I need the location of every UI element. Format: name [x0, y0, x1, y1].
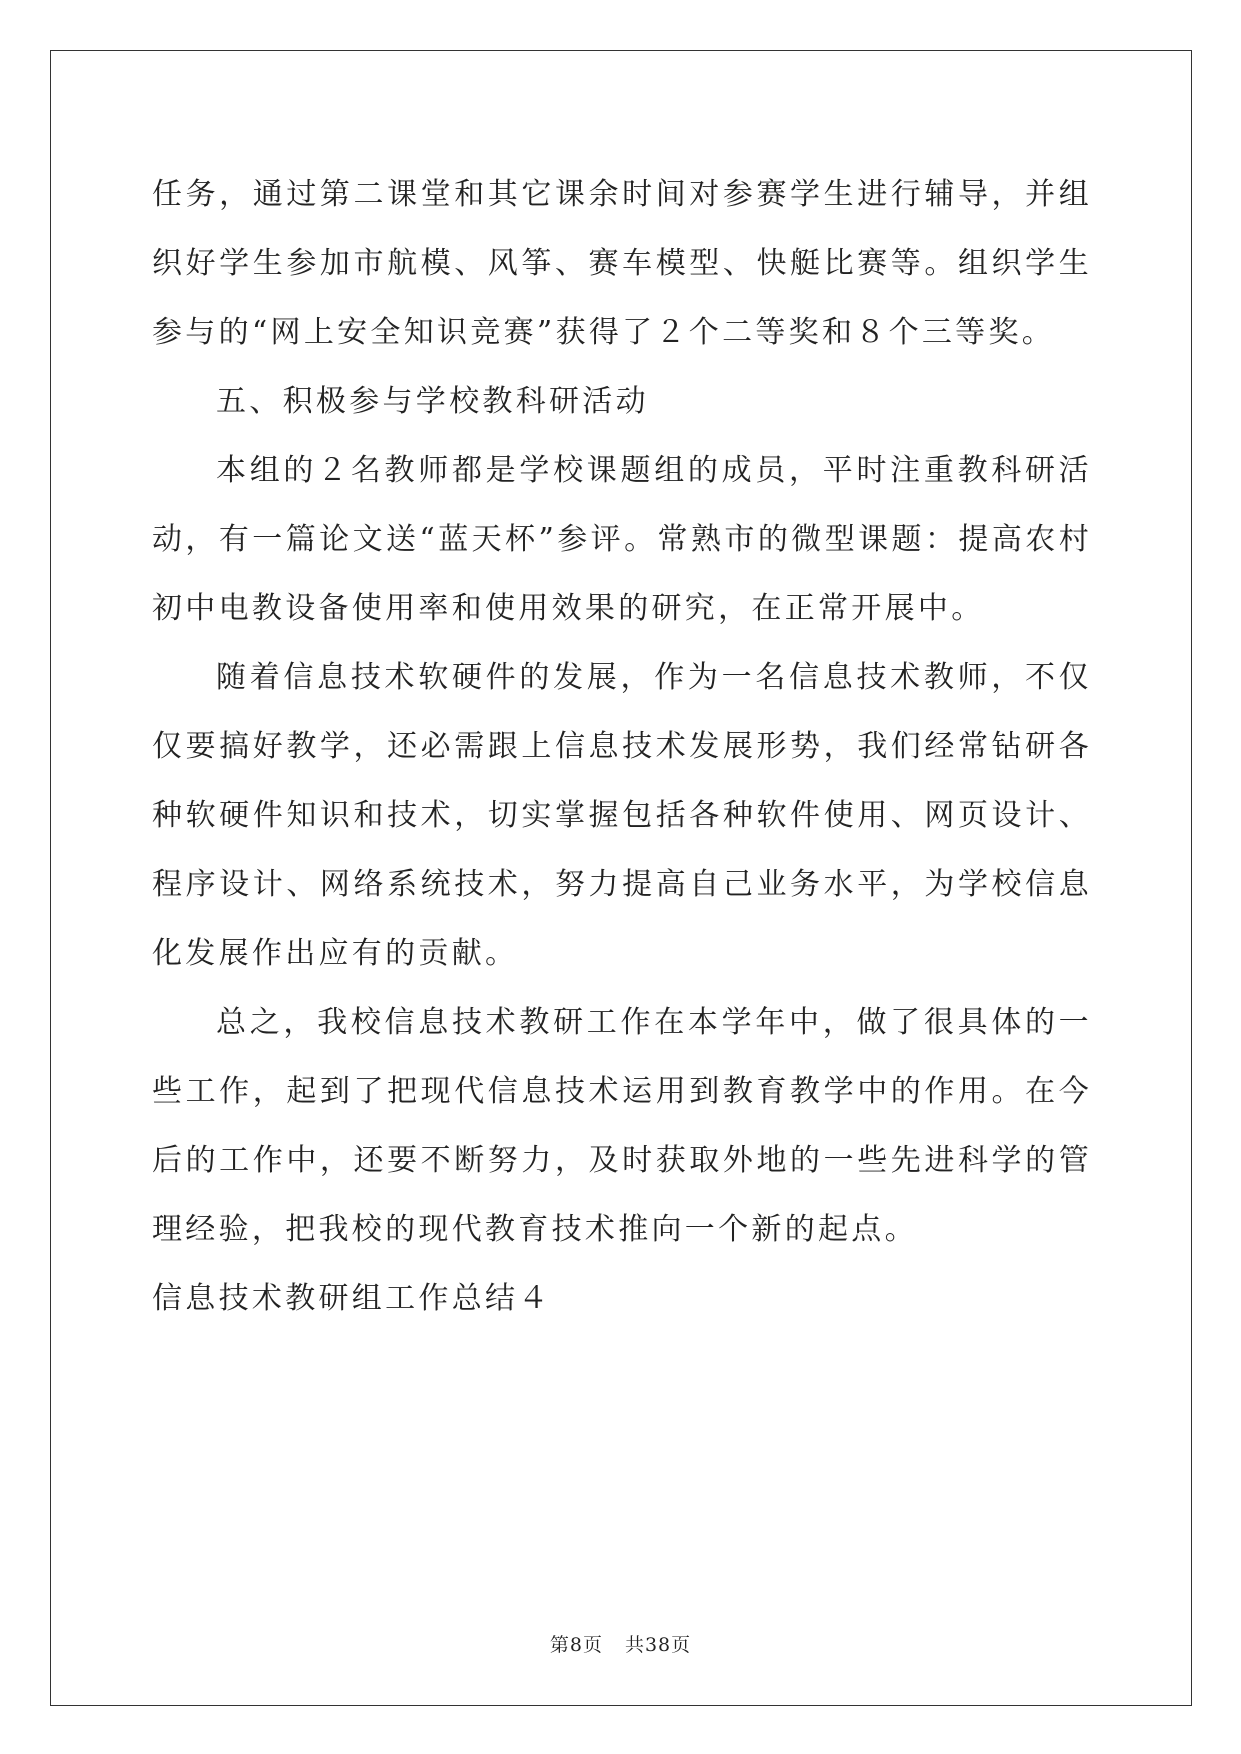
section-heading-five: 五、积极参与学校教科研活动	[216, 384, 649, 419]
page-total: 共38页	[624, 1634, 692, 1656]
page-footer	[0, 1630, 1241, 1657]
document-body	[152, 160, 1092, 1333]
paragraph-continuation: 任务，通过第二课堂和其它课余时间对参赛学生进行辅导，并组织好学生参加市航模、风筝、赛车模型、快艇比赛等。组织学生参与的“网上安全知识竞赛”获得了２个二等奖和８个三等奖。	[152, 177, 1092, 350]
page-number: 第8页	[549, 1634, 603, 1656]
paragraph-development: 随着信息技术软硬件的发展，作为一名信息技术教师，不仅仅要搞好教学，还必需跟上信息技术发展形势，我们经常钻研各种软硬件知识和技术，切实掌握包括各种软件使用、网页设计、程序设计、网络系统技术，努力提高自己业务水平，为学校信息化发展作出应有的贡献。	[152, 660, 1092, 971]
next-section-title: 信息技术教研组工作总结４	[152, 1281, 552, 1316]
paragraph-conclusion: 总之，我校信息技术教研工作在本学年中，做了很具体的一些工作，起到了把现代信息技术运用到教育教学中的作用。在今后的工作中，还要不断努力，及时获取外地的一些先进科学的管理经验，把我校的现代教育技术推向一个新的起点。	[152, 1005, 1092, 1247]
paragraph-research: 本组的２名教师都是学校课题组的成员，平时注重教科研活动，有一篇论文送“蓝天杯”参评。常熟市的微型课题：提高农村初中电教设备使用率和使用效果的研究，在正常开展中。	[152, 453, 1092, 626]
